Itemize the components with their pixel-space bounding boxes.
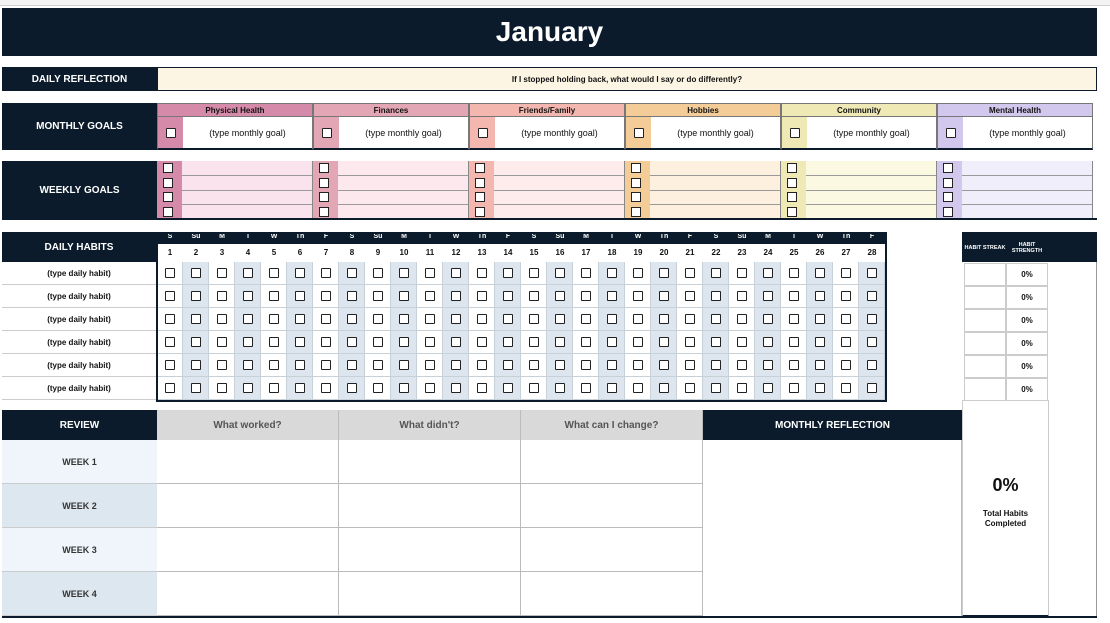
monthly-reflection-label: MONTHLY REFLECTION bbox=[703, 410, 962, 440]
weekly-goal-checkbox[interactable] bbox=[943, 207, 953, 217]
habit-strength-value: 0% bbox=[1006, 332, 1048, 355]
day-number: 2 bbox=[193, 248, 199, 257]
review-input-cell[interactable] bbox=[157, 572, 339, 616]
monthly-goal-checkbox[interactable] bbox=[946, 128, 956, 138]
day-number: 16 bbox=[555, 248, 565, 257]
day-number: 3 bbox=[219, 248, 225, 257]
review-input-cell[interactable] bbox=[339, 528, 521, 572]
habit-name[interactable]: (type daily habit) bbox=[2, 377, 156, 400]
weekday-label: S bbox=[349, 233, 355, 240]
weekly-goal-checkbox[interactable] bbox=[787, 192, 797, 202]
weekly-goal-input[interactable] bbox=[962, 190, 1092, 205]
weekly-goal-checkbox[interactable] bbox=[943, 163, 953, 173]
weekday-label: S bbox=[713, 233, 719, 240]
habit-name[interactable]: (type daily habit) bbox=[2, 331, 156, 354]
review-week-label: WEEK 3 bbox=[2, 528, 157, 572]
weekday-label: F bbox=[505, 233, 511, 240]
weekly-goal-input[interactable] bbox=[962, 161, 1092, 176]
monthly-goal-cell bbox=[937, 116, 1093, 150]
review-input-cell[interactable] bbox=[339, 440, 521, 484]
monthly-goal-checkbox[interactable] bbox=[322, 128, 332, 138]
weekday-label: Th bbox=[295, 233, 305, 240]
habit-name[interactable]: (type daily habit) bbox=[2, 354, 156, 377]
weekly-goal-input[interactable] bbox=[494, 176, 624, 191]
weekly-goal-input[interactable] bbox=[494, 161, 624, 176]
day-number: 21 bbox=[685, 248, 695, 257]
day-number: 10 bbox=[399, 248, 409, 257]
review-label: REVIEW bbox=[2, 410, 157, 440]
goal-category-header: Physical Health bbox=[157, 103, 313, 116]
day-number: 5 bbox=[271, 248, 277, 257]
review-week-label: WEEK 4 bbox=[2, 572, 157, 616]
weekday-label: T bbox=[609, 233, 615, 240]
review-input-cell[interactable] bbox=[157, 528, 339, 572]
day-number: 6 bbox=[297, 248, 303, 257]
total-habits-value: 0% bbox=[992, 474, 1019, 495]
monthly-goal-input[interactable]: (type monthly goal) bbox=[833, 127, 910, 138]
habit-strength-value: 0% bbox=[1006, 286, 1048, 309]
weekly-goal-column bbox=[469, 161, 625, 219]
weekday-label: F bbox=[687, 233, 693, 240]
weekly-goal-checkbox[interactable] bbox=[475, 178, 485, 188]
habit-streak-cell bbox=[964, 332, 1006, 355]
review-week-label: WEEK 2 bbox=[2, 484, 157, 528]
habit-strength-value: 0% bbox=[1006, 263, 1048, 286]
monthly-goal-checkbox-cell bbox=[470, 117, 495, 148]
weekday-label: Su bbox=[191, 233, 201, 240]
daily-reflection-label: DAILY REFLECTION bbox=[2, 67, 157, 91]
weekly-goal-input[interactable] bbox=[182, 190, 312, 205]
review-col-change: What can I change? bbox=[521, 410, 703, 440]
monthly-goal-checkbox-cell bbox=[314, 117, 339, 148]
weekly-goal-checkbox[interactable] bbox=[319, 163, 329, 173]
monthly-goal-checkbox[interactable] bbox=[634, 128, 644, 138]
weekly-goal-input[interactable] bbox=[338, 190, 468, 205]
weekly-goal-input[interactable] bbox=[650, 176, 780, 191]
weekly-goal-input[interactable] bbox=[182, 176, 312, 191]
day-number: 11 bbox=[425, 248, 435, 257]
day-number: 27 bbox=[841, 248, 851, 257]
weekly-goal-column bbox=[781, 161, 937, 219]
monthly-goal-cell bbox=[625, 116, 781, 150]
weekly-goal-checkbox[interactable] bbox=[475, 163, 485, 173]
weekly-goal-input[interactable] bbox=[962, 176, 1092, 191]
review-input-cell[interactable] bbox=[339, 572, 521, 616]
weekly-goal-checkbox[interactable] bbox=[319, 178, 329, 188]
weekly-goal-checkbox[interactable] bbox=[943, 178, 953, 188]
weekday-label: W bbox=[270, 233, 278, 240]
habit-streak-cell bbox=[964, 286, 1006, 309]
monthly-goal-cell bbox=[781, 116, 937, 150]
review-input-cell[interactable] bbox=[339, 484, 521, 528]
weekday-label: T bbox=[245, 233, 251, 240]
weekly-goal-input[interactable] bbox=[338, 161, 468, 176]
weekly-goal-checkbox[interactable] bbox=[163, 192, 173, 202]
goal-category-header: Mental Health bbox=[937, 103, 1093, 116]
day-number: 22 bbox=[711, 248, 721, 257]
habit-streak-header: HABIT STREAK bbox=[964, 245, 1006, 251]
review-col-didnt: What didn't? bbox=[339, 410, 521, 440]
habit-streak-cell bbox=[964, 378, 1006, 401]
weekly-goals-label: WEEKLY GOALS bbox=[2, 161, 157, 219]
day-number: 19 bbox=[633, 248, 643, 257]
goal-category-header: Community bbox=[781, 103, 937, 116]
weekday-label: M bbox=[219, 233, 225, 240]
weekly-goal-checkbox[interactable] bbox=[475, 207, 485, 217]
monthly-goal-input[interactable]: (type monthly goal) bbox=[521, 127, 598, 138]
day-number: 8 bbox=[349, 248, 355, 257]
monthly-goal-cell bbox=[469, 116, 625, 150]
goal-category-header: Finances bbox=[313, 103, 469, 116]
monthly-goal-checkbox-cell bbox=[158, 117, 183, 148]
day-number: 26 bbox=[815, 248, 825, 257]
weekday-label: Su bbox=[373, 233, 383, 240]
weekly-goal-checkbox[interactable] bbox=[163, 207, 173, 217]
habit-streak-cell bbox=[964, 309, 1006, 332]
weekly-goal-checkbox[interactable] bbox=[631, 178, 641, 188]
weekday-label: S bbox=[167, 233, 173, 240]
goal-category-header: Friends/Family bbox=[469, 103, 625, 116]
weekday-label: F bbox=[869, 233, 875, 240]
review-col-worked: What worked? bbox=[157, 410, 339, 440]
weekly-goal-checkbox[interactable] bbox=[163, 178, 173, 188]
review-input-cell[interactable] bbox=[521, 528, 703, 572]
weekday-label: T bbox=[791, 233, 797, 240]
review-input-cell[interactable] bbox=[157, 484, 339, 528]
weekly-goal-column bbox=[625, 161, 781, 219]
habit-name[interactable]: (type daily habit) bbox=[2, 262, 156, 285]
review-input-cell[interactable] bbox=[157, 440, 339, 484]
daily-habits-label: DAILY HABITS bbox=[44, 241, 114, 253]
weekday-label: F bbox=[323, 233, 329, 240]
monthly-goal-checkbox[interactable] bbox=[790, 128, 800, 138]
weekly-goal-input[interactable] bbox=[650, 190, 780, 205]
weekly-goal-checkbox[interactable] bbox=[631, 192, 641, 202]
habit-strength-header: HABIT STRENGTH bbox=[1011, 242, 1043, 254]
monthly-goal-checkbox-cell bbox=[626, 117, 651, 148]
day-number: 14 bbox=[503, 248, 513, 257]
weekday-label: T bbox=[427, 233, 433, 240]
day-number: 18 bbox=[607, 248, 617, 257]
stats-side-column bbox=[1048, 262, 1097, 617]
weekly-goals-rule bbox=[2, 218, 1097, 220]
weekly-goal-input[interactable] bbox=[806, 190, 936, 205]
weekly-goal-checkbox[interactable] bbox=[631, 207, 641, 217]
weekday-label: S bbox=[531, 233, 537, 240]
day-number: 1 bbox=[167, 248, 173, 257]
weekday-label: Th bbox=[477, 233, 487, 240]
weekly-goal-checkbox[interactable] bbox=[319, 207, 329, 217]
weekly-goal-input[interactable] bbox=[182, 161, 312, 176]
habit-grid-frame bbox=[156, 232, 887, 402]
weekday-label: W bbox=[816, 233, 824, 240]
monthly-goal-cell bbox=[313, 116, 469, 150]
monthly-goal-input[interactable]: (type monthly goal) bbox=[209, 127, 286, 138]
day-number: 15 bbox=[529, 248, 539, 257]
monthly-goal-checkbox[interactable] bbox=[478, 128, 488, 138]
review-input-cell[interactable] bbox=[521, 440, 703, 484]
day-number: 7 bbox=[323, 248, 329, 257]
weekly-goal-checkbox[interactable] bbox=[787, 207, 797, 217]
habit-streak-cell bbox=[964, 263, 1006, 286]
weekday-label: W bbox=[452, 233, 460, 240]
day-number: 24 bbox=[763, 248, 773, 257]
day-number: 25 bbox=[789, 248, 799, 257]
monthly-goal-input[interactable]: (type monthly goal) bbox=[677, 127, 754, 138]
day-number: 20 bbox=[659, 248, 669, 257]
weekly-goal-checkbox[interactable] bbox=[787, 163, 797, 173]
weekly-goal-input[interactable] bbox=[650, 161, 780, 176]
weekly-goal-checkbox[interactable] bbox=[631, 163, 641, 173]
day-number: 23 bbox=[737, 248, 747, 257]
habit-strength-value: 0% bbox=[1006, 355, 1048, 378]
monthly-goal-input[interactable]: (type monthly goal) bbox=[365, 127, 442, 138]
daily-reflection-prompt[interactable]: If I stopped holding back, what would I say or do differently? bbox=[157, 67, 1097, 91]
review-input-cell[interactable] bbox=[521, 484, 703, 528]
monthly-goal-input[interactable]: (type monthly goal) bbox=[989, 127, 1066, 138]
habit-streak-cell bbox=[964, 355, 1006, 378]
weekly-goal-column bbox=[313, 161, 469, 219]
monthly-goals-label: MONTHLY GOALS bbox=[2, 103, 157, 150]
habit-name[interactable]: (type daily habit) bbox=[2, 308, 156, 331]
monthly-goal-checkbox-cell bbox=[782, 117, 807, 148]
weekly-goal-checkbox[interactable] bbox=[319, 192, 329, 202]
weekly-goal-column bbox=[937, 161, 1093, 219]
habit-strength-value: 0% bbox=[1006, 309, 1048, 332]
monthly-goal-checkbox-cell bbox=[938, 117, 963, 148]
day-number: 12 bbox=[451, 248, 461, 257]
weekday-label: M bbox=[765, 233, 771, 240]
monthly-reflection-area[interactable] bbox=[703, 440, 962, 617]
day-number: 4 bbox=[245, 248, 251, 257]
weekly-goal-input[interactable] bbox=[806, 176, 936, 191]
weekday-label: Th bbox=[841, 233, 851, 240]
weekday-label: Th bbox=[659, 233, 669, 240]
weekly-goal-input[interactable] bbox=[494, 190, 624, 205]
weekday-label: Su bbox=[555, 233, 565, 240]
monthly-goal-cell bbox=[157, 116, 313, 150]
monthly-goal-checkbox[interactable] bbox=[166, 128, 176, 138]
weekday-label: M bbox=[583, 233, 589, 240]
month-title: January bbox=[2, 8, 1097, 56]
weekly-goal-checkbox[interactable] bbox=[943, 192, 953, 202]
goal-category-header: Hobbies bbox=[625, 103, 781, 116]
review-input-cell[interactable] bbox=[521, 572, 703, 616]
weekly-goal-input[interactable] bbox=[806, 161, 936, 176]
habit-strength-value: 0% bbox=[1006, 378, 1048, 401]
bottom-rule bbox=[2, 616, 1097, 618]
weekday-label: W bbox=[634, 233, 642, 240]
weekly-goal-checkbox[interactable] bbox=[163, 163, 173, 173]
weekly-goal-checkbox[interactable] bbox=[787, 178, 797, 188]
weekly-goal-column bbox=[157, 161, 313, 219]
day-number: 17 bbox=[581, 248, 591, 257]
weekday-label: M bbox=[401, 233, 407, 240]
weekly-goal-checkbox[interactable] bbox=[475, 192, 485, 202]
weekly-goal-input[interactable] bbox=[338, 176, 468, 191]
day-number: 9 bbox=[375, 248, 381, 257]
day-number: 13 bbox=[477, 248, 487, 257]
total-habits-label: Total Habits Completed bbox=[982, 509, 1029, 528]
day-number: 28 bbox=[867, 248, 877, 257]
habit-name[interactable]: (type daily habit) bbox=[2, 285, 156, 308]
column-header-strip bbox=[0, 0, 1110, 6]
weekday-label: Su bbox=[737, 233, 747, 240]
review-week-label: WEEK 1 bbox=[2, 440, 157, 484]
